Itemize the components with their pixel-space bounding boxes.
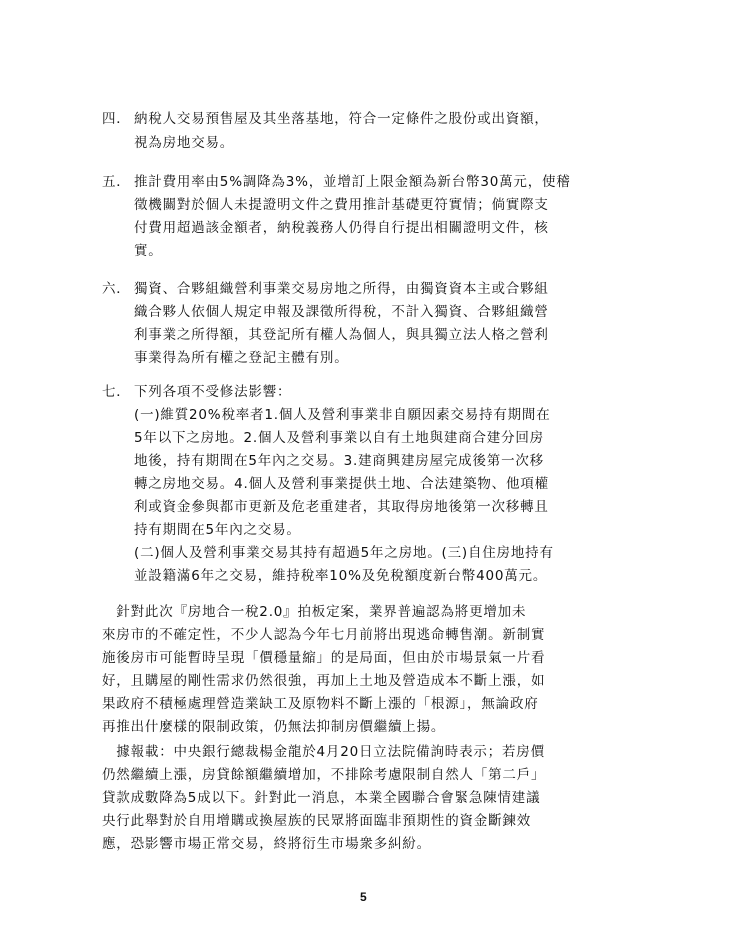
paragraph-line: 施後房市可能暫時呈現「價穩量縮」的是局面，但由於市場景氣一片看 (102, 650, 546, 666)
item-text-line: 轉之房地交易。4.個人及營利事業提供土地、合法建築物、他項權 (134, 476, 549, 492)
item-label: 五． (102, 174, 131, 190)
item-text-line: 推計費用率由5%調降為3%，並增訂上限金額為新台幣30萬元，使稽 (134, 174, 571, 190)
paragraph-line: 好，且購屋的剛性需求仍然很強，再加上土地及營造成本不斷上漲，如 (102, 673, 546, 689)
item-text-line: 地後，持有期間在5年內之交易。3.建商興建房屋完成後第一次移 (134, 453, 544, 469)
item-label: 七． (102, 384, 131, 400)
paragraph-line: 央行此舉對於自用增購或換屋族的民眾將面臨非預期性的資金斷鍊效 (102, 813, 531, 829)
page-number: 5 (360, 890, 367, 904)
item-text-line: 5年以下之房地。2.個人及營利事業以自有土地與建商合建分回房 (134, 430, 544, 446)
item-text-line: 徵機關對於個人未提證明文件之費用推計基礎更符實情；倘實際支 (134, 197, 549, 213)
item-label: 四． (102, 111, 131, 127)
item-text-line: 持有期間在5年內之交易。 (134, 522, 301, 538)
item-text-line: (二)個人及營利事業交易其持有超過5年之房地。(三)自住房地持有 (134, 545, 554, 561)
paragraph-line: 貸款成數降為5成以下。針對此一消息，本業全國聯合會緊急陳情建議 (102, 790, 541, 806)
item-label: 六． (102, 281, 131, 297)
paragraph-line: 來房市的不確定性，不少人認為今年七月前將出現逃命轉售潮。新制實 (102, 627, 546, 643)
item-text-line: 視為房地交易。 (134, 135, 235, 151)
paragraph-line: 仍然繼續上漲，房貸餘額繼續增加，不排除考慮限制自然人「第二戶」 (102, 767, 546, 783)
item-text-line: 織合夥人依個人規定申報及課徵所得稅，不計入獨資、合夥組織營 (134, 304, 549, 320)
item-text-line: 利事業之所得額，其登記所有權人為個人，與具獨立法人格之營利 (134, 327, 549, 343)
paragraph-line: 再推出什麼樣的限制政策，仍無法抑制房價繼續上揚。 (102, 719, 446, 735)
item-text-line: 下列各項不受修法影響： (134, 384, 292, 400)
item-text-line: 付費用超過該金額者，納稅義務人仍得自行提出相關證明文件，核 (134, 220, 549, 236)
item-text-line: 利或資金參與都市更新及危老重建者，其取得房地後第一次移轉且 (134, 499, 549, 515)
item-text-line: 實。 (134, 243, 163, 259)
item-text-line: 納稅人交易預售屋及其坐落基地，符合一定條件之股份或出資額， (134, 111, 549, 127)
paragraph-line: 果政府不積極處理營造業缺工及原物料不斷上漲的「根源」，無論政府 (102, 696, 539, 712)
paragraph-line: 據報載：中央銀行總裁楊金龍於4月20日立法院備詢時表示；若房價 (102, 744, 545, 760)
item-text-line: 事業得為所有權之登記主體有別。 (134, 350, 349, 366)
paragraph-line: 應，恐影響市場正常交易，終將衍生市場衆多糾紛。 (102, 836, 431, 852)
item-text-line: 並設籍滿6年之交易，維持稅率10%及免稅額度新台幣400萬元。 (134, 568, 548, 584)
item-text-line: (一)維質20%稅率者1.個人及營利事業非自願因素交易持有期間在 (134, 407, 551, 423)
paragraph-line: 針對此次『房地合一稅2.0』拍板定案，業界普遍認為將更增加未 (102, 604, 527, 620)
item-text-line: 獨資、合夥組織營利事業交易房地之所得，由獨資資本主或合夥組 (134, 281, 549, 297)
